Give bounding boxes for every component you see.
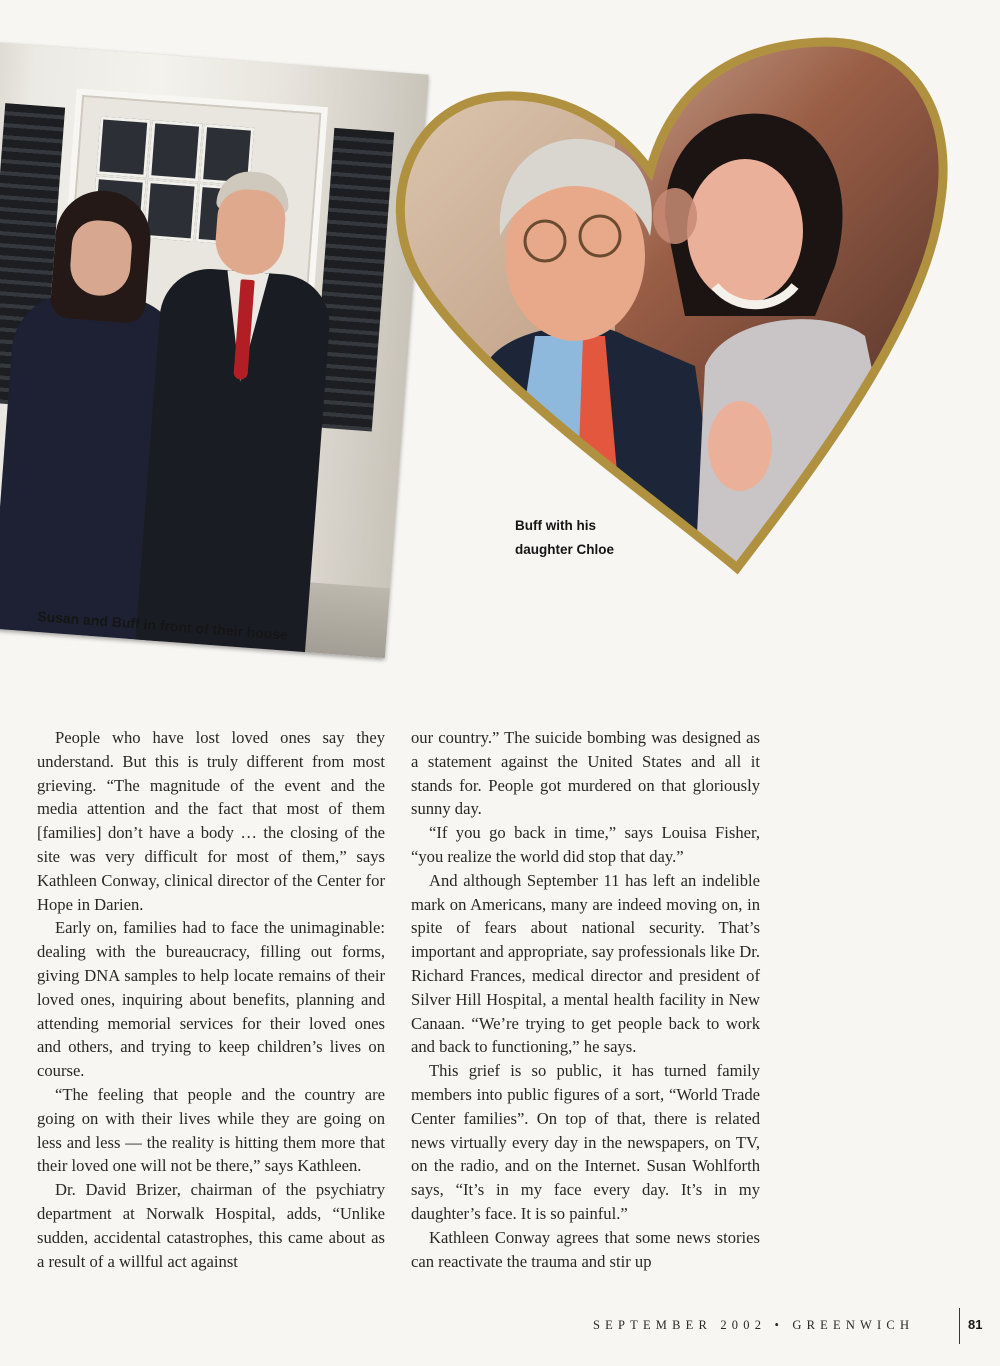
article-paragraph: Early on, families had to face the unimaginable: dealing with the bureaucracy, filling out forms, giving DNA samples to help locate remains of their loved ones, inquiring about benefits, planning and attending memorial services for their loved ones and others, and trying to keep children’s lives on course. [37,918,385,1081]
article-paragraph: our country.” The suicide bombing was designed as a statement against the United States and all it stands for. People got murdered on that gloriously sunny day. [411,728,760,819]
article-paragraph: People who have lost loved ones say they understand. But this is truly different from most grieving. “The magnitude of the event and the media attention and the fact that most of them [families] don’t have a body … the closing of the site was very difficult for most of them,” says Kathleen Conway, clinical director of the Center for Hope in Darien. [37,728,385,914]
couple-photo-icon [0,38,429,658]
article-paragraph: This grief is so public, it has turned family members into public figures of a sort, “World Trade Center families”. On top of that, there is related news virtually every day in the newspapers, on TV, on the radio, and on the Internet. Susan Wohlforth says, “It’s in my face every day. It’s in my daughter’s face. It is so painful.” [411,1061,760,1223]
folio-line: SEPTEMBER 2002 • GREENWICH [593,1318,915,1332]
folio-divider [959,1308,960,1344]
father-daughter-photo-icon [395,36,950,576]
photo-caption-house: Susan and Buff in front of their house [36,608,289,643]
article-paragraph: “If you go back in time,” says Louisa Fisher, “you realize the world did stop that day.” [411,823,760,866]
photo-caption-heart [515,514,614,562]
article-paragraph: Dr. David Brizer, chairman of the psychiatry department at Norwalk Hospital, adds, “Unlike sudden, accidental catastrophes, this came about as a result of a willful act against [37,1180,385,1271]
article-paragraph: And although September 11 has left an indelible mark on Americans, many are indeed moving on, in spite of fears about national security. That’s important and appropriate, say professionals like Dr. Richard Frances, medical director and president of Silver Hill Hospital, a mental health facility in New Canaan. “We’re trying to get people back to work and back to functioning,” he says. [411,870,760,1057]
article-column-right [411,726,760,1273]
article-paragraph: “The feeling that people and the country are going on with their lives while they are going on less and less — the reality is hitting them more that their loved one will not be there,” says Kathleen. [37,1084,385,1176]
page-number: 81 [968,1317,983,1332]
door-pane [96,116,150,178]
caption-line: daughter Chloe [515,542,615,557]
article-column-left [37,726,385,1273]
article-paragraph: Kathleen Conway agrees that some news stories can reactivate the trauma and stir up [411,1227,760,1271]
caption-line: Buff with his [515,518,596,533]
man-figure [135,166,341,657]
